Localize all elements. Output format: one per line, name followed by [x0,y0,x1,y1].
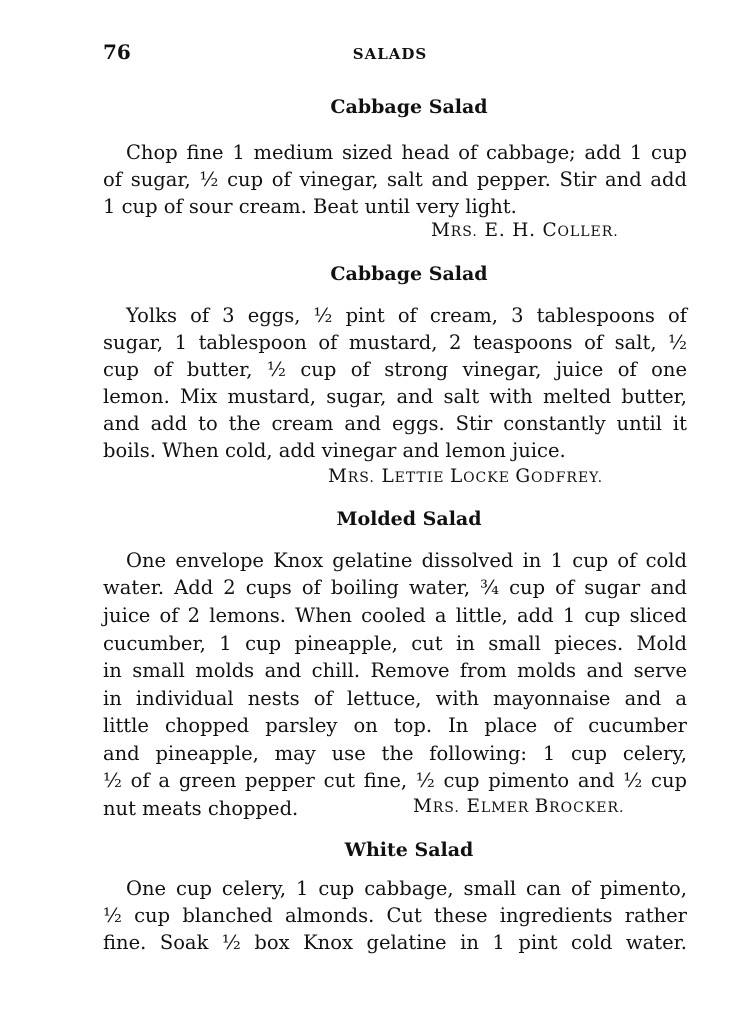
recipe-text-line: nut meats chopped. [103,797,299,820]
recipe-author: MRS. E. H. COLLER. [431,220,619,241]
running-head: SALADS [352,45,428,63]
recipe-text-line: fine. Soak ½ box Knox gelatine in 1 pint cold water. [103,931,687,954]
recipe-title: White Salad [344,839,474,861]
recipe-author: MRS. LETTIE LOCKE GODFREY. [328,466,604,487]
recipe-text-line: of sugar, ½ cup of vinegar, salt and pepper. Stir and add [103,168,687,191]
recipe-text-line: sugar, 1 tablespoon of mustard, 2 teaspoons of salt, ½ [103,331,687,354]
recipe-text-line: and pineapple, may use the following: 1 cup celery, [103,742,687,765]
recipe-text-line: juice of 2 lemons. When cooled a little, add 1 cup sliced [103,604,687,627]
recipe-text-line: Chop fine 1 medium sized head of cabbage; add 1 cup [126,141,687,164]
recipe-title: Molded Salad [336,508,482,530]
recipe-text-line: 1 cup of sour cream. Beat until very light. [103,195,517,218]
recipe-text-line: One cup celery, 1 cup cabbage, small can of pimento, [126,877,687,900]
recipe-text-line: cucumber, 1 cup pineapple, cut in small pieces. Mold [103,632,687,655]
recipe-text-line: and add to the cream and eggs. Stir constantly until it [103,412,687,435]
recipe-text-line: lemon. Mix mustard, sugar, and salt with melted butter, [103,385,687,408]
recipe-text-line: ½ of a green pepper cut fine, ½ cup pimento and ½ cup [103,769,687,792]
recipe-title: Cabbage Salad [330,96,488,118]
recipe-text-line: cup of butter, ½ cup of strong vinegar, juice of one [103,358,687,381]
recipe-text-line: One envelope Knox gelatine dissolved in 1 cup of cold [126,549,687,572]
recipe-author: MRS. ELMER BROCKER. [413,796,625,817]
recipe-text-line: in small molds and chill. Remove from molds and serve [103,659,687,682]
recipe-text-line: little chopped parsley on top. In place of cucumber [103,714,687,737]
recipe-text-line: ½ cup blanched almonds. Cut these ingredients rather [103,904,687,927]
page-number: 76 [103,40,131,64]
recipe-text-line: in individual nests of lettuce, with mayonnaise and a [103,687,687,710]
recipe-text-line: Yolks of 3 eggs, ½ pint of cream, 3 tablespoons of [126,304,687,327]
recipe-title: Cabbage Salad [330,263,488,285]
recipe-text-line: water. Add 2 cups of boiling water, ¾ cup of sugar and [103,576,687,599]
recipe-text-line: boils. When cold, add vinegar and lemon juice. [103,439,566,462]
